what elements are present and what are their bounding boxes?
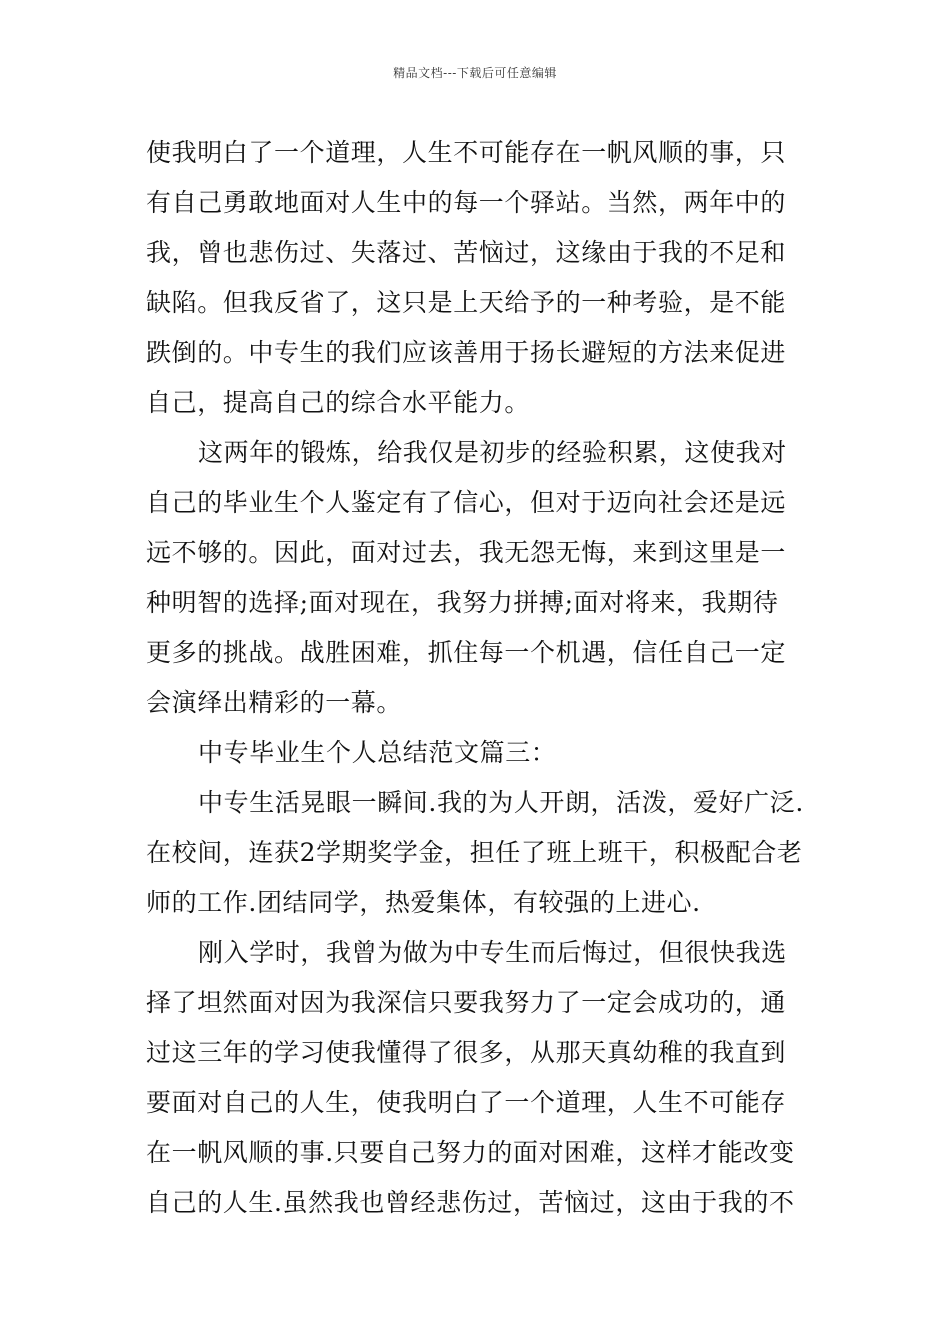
text-line: 在一帆风顺的事.只要自己努力的面对困难，这样才能改变: [146, 1138, 795, 1167]
text-line: 我，曾也悲伤过、失落过、苦恼过，这缘由于我的不足和: [146, 238, 787, 267]
text-line: 择了坦然面对因为我深信只要我努力了一定会成功的，通: [146, 988, 787, 1017]
text-line: 过这三年的学习使我懂得了很多，从那天真幼稚的我直到: [146, 1038, 787, 1067]
text-line: 会演绎出精彩的一幕。: [146, 688, 403, 717]
text-line: 跌倒的。中专生的我们应该善用于扬长避短的方法来促进: [146, 338, 787, 367]
text-line: 缺陷。但我反省了，这只是上天给予的一种考验，是不能: [146, 288, 787, 317]
text-line: 在校间，连获2学期奖学金，担任了班上班干，积极配合老: [146, 838, 803, 867]
text-line: 自己，提高自己的综合水平能力。: [146, 388, 531, 417]
paragraph-first-line: 这两年的锻炼，给我仅是初步的经验积累，这使我对: [198, 438, 787, 467]
paragraph-first-line: 中专生活晃眼一瞬间.我的为人开朗，活泼，爱好广泛.: [198, 788, 804, 817]
page-header: 精品文档---下载后可任意编辑: [393, 66, 557, 80]
paragraph-first-line: 刚入学时，我曾为做为中专生而后悔过，但很快我选: [198, 938, 787, 967]
text-line: 种明智的选择;面对现在，我努力拼搏;面对将来，我期待: [146, 588, 779, 617]
text-line: 要面对自己的人生，使我明白了一个道理，人生不可能存: [146, 1088, 787, 1117]
section-heading: 中专毕业生个人总结范文篇三：: [198, 738, 557, 767]
body-text: [146, 128, 806, 1228]
text-line: 使我明白了一个道理，人生不可能存在一帆风顺的事，只: [146, 138, 787, 167]
text-line: 自己的毕业生个人鉴定有了信心，但对于迈向社会还是远: [146, 488, 787, 517]
text-line: 自己的人生.虽然我也曾经悲伤过，苦恼过，这由于我的不: [146, 1188, 795, 1217]
text-line: 师的工作.团结同学，热爱集体，有较强的上进心.: [146, 888, 701, 917]
text-line: 远不够的。因此，面对过去，我无怨无悔，来到这里是一: [146, 538, 787, 567]
text-line: 更多的挑战。战胜困难，抓住每一个机遇，信任自己一定: [146, 638, 787, 667]
text-line: 有自己勇敢地面对人生中的每一个驿站。当然，两年中的: [146, 188, 787, 217]
